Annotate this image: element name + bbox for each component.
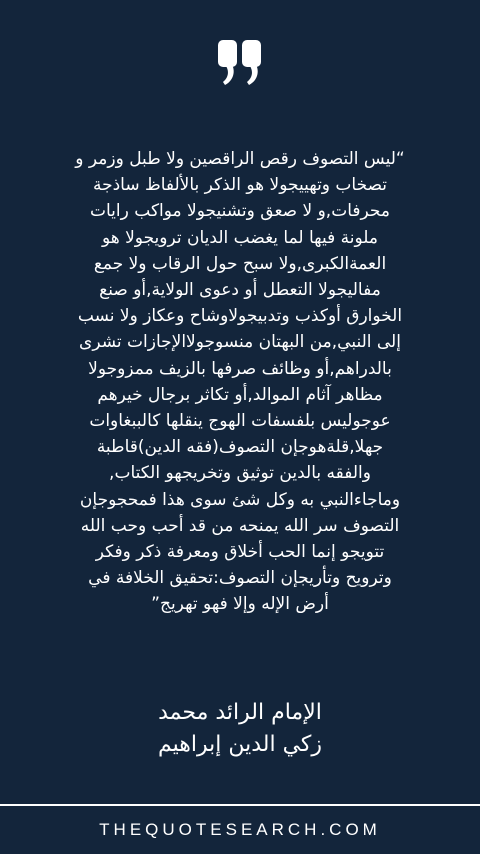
quotation-marks-icon [0, 40, 480, 91]
divider [0, 804, 480, 806]
quote-text: “ليس التصوف رقص الراقصين ولا طبل وزمر و تصخاب وتهييجولا هو الذكر بالألفاظ ساذجة محرفات,و لا صعق وتشنيجولا مواكب رايات ملونة فيها لما يغضب الديان ترويجولا هو العمةالكبرى,ولا سبح حول الرقاب ولا جمع مفاليجولا التعطل أو دعوى الولاية,أو صنع الخوارق أوكذب وتدبيجولاوشاح وعكاز ولا نسب إلى النبي,من البهتان منسوجولاالإجازات تشرى بالدراهم,أو وظائف صرفها بالزيف ممزوجولا مظاهر آثام الموالد,أو تكاثر برجال خيرهم عوجوليس بلفسفات الهوج ينقلها كالببغاوات جهلا,قلةهوجإن التصوف(فقه الدين)قاطبة والفقه بالدين توثيق وتخريجهو الكتاب, وماجاءالنبي به وكل شئ سوى هذا فمحجوجإن التصوف سر الله يمنحه من قد أحب وحب الله تتويجو إنما الحب أخلاق ومعرفة ذكر وفكر وترويح وتأريجإن التصوف:تحقيق الخلافة في أرض الإله وإلا فهو تهريج” [75, 149, 405, 615]
quote-author: الإمام الرائد محمد زكي الدين إبراهيم [157, 700, 323, 757]
site-name: THEQUOTESEARCH.COM [99, 820, 381, 839]
